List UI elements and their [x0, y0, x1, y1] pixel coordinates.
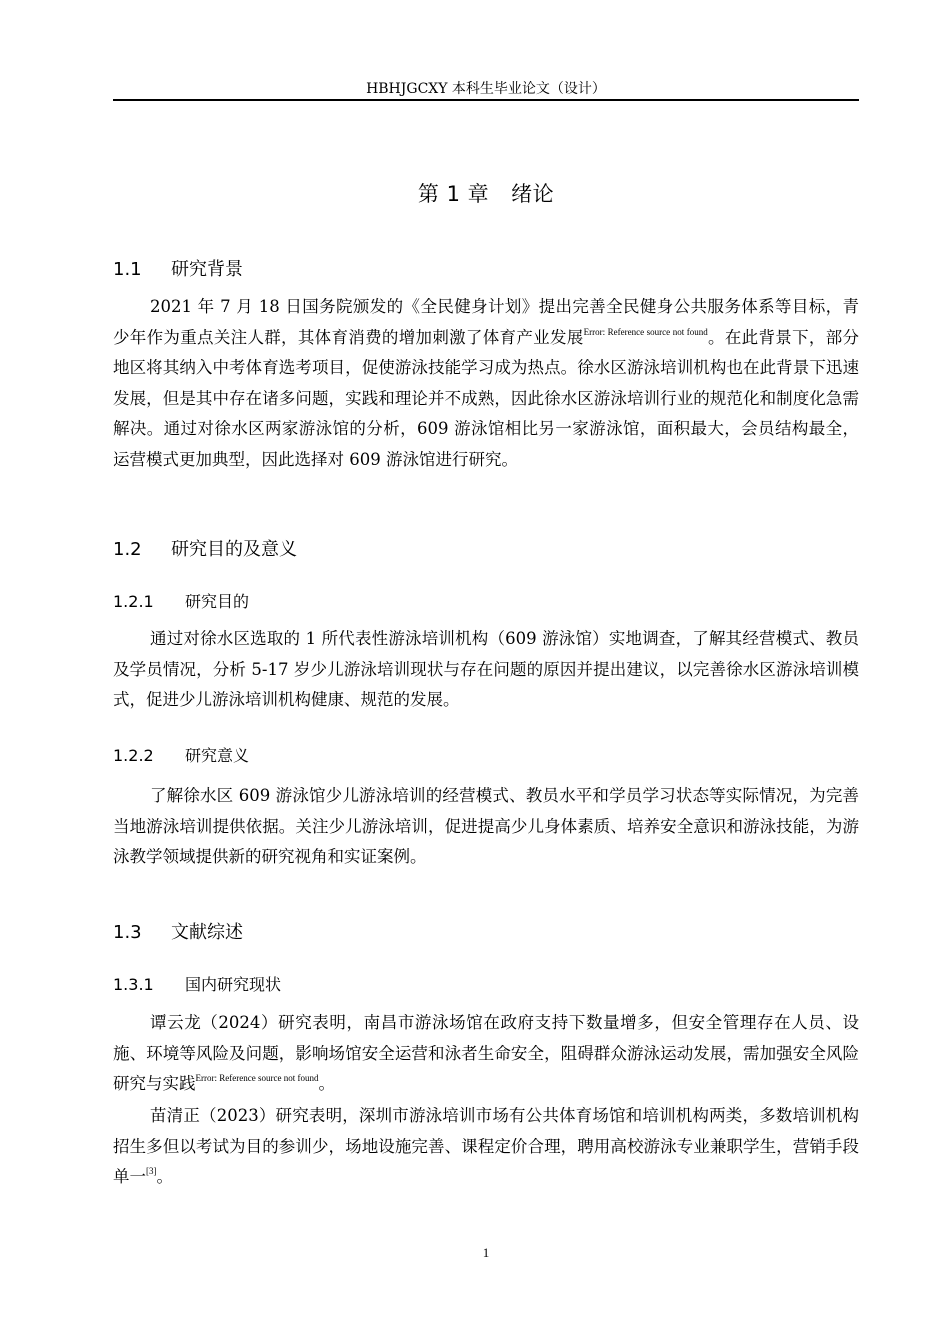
- paragraph-purpose: 通过对徐水区选取的 1 所代表性游泳培训机构（609 游泳馆）实地调查，了解其经营模式、教员及学员情况，分析 5-17 岁少儿游泳培训现状与存在问题的原因并提出建议，以完善徐水区游泳培训模式，促进少儿游泳培训机构健康、规范的发展。: [113, 629, 859, 709]
- chapter-number: 第 1 章: [417, 182, 490, 206]
- section-title: 研究目的及意义: [171, 539, 297, 560]
- subsection-number: 1.2.1: [113, 592, 154, 611]
- paragraph-text: 苗清正（2023）研究表明，深圳市游泳培训市场有公共体育场馆和培训机构两类，多数培训机构招生多但以考试为目的参训少，场地设施完善、课程定价合理，聘用高校游泳专业兼职学生，营销手段单一: [113, 1106, 859, 1186]
- reference-error: Error: Reference source not found: [195, 1073, 319, 1083]
- section-title: 研究背景: [171, 259, 243, 280]
- paragraph-text: 。: [318, 1074, 335, 1093]
- paragraph-tan-yunlong: [113, 1008, 859, 1100]
- paragraph-background: [113, 292, 859, 475]
- section-heading-1-3: [113, 918, 243, 944]
- section-number: 1.1: [113, 259, 142, 280]
- chapter-name: 绪论: [511, 182, 555, 206]
- paragraph-text: 。: [156, 1167, 173, 1186]
- reference-error: Error: Reference source not found: [583, 326, 708, 337]
- citation-marker: [3]: [146, 1166, 157, 1176]
- section-title: 文献综述: [171, 922, 243, 943]
- subsection-heading-1-2-1: [113, 589, 249, 612]
- chapter-title: [113, 178, 859, 208]
- subsection-title: 国内研究现状: [185, 975, 282, 994]
- paragraph-miao-qingzheng: [113, 1101, 859, 1193]
- section-number: 1.3: [113, 922, 142, 943]
- section-heading-1-1: [113, 255, 243, 281]
- paragraph-text: 2021 年 7 月 18 日国务院颁发的《全民健身计划》提出完善全民健身公共服务体系等目标，青少年作为重点关注人群，其体育消费的增加刺激了体育产业发展: [113, 297, 859, 347]
- paragraph-text: 谭云龙（2024）研究表明，南昌市游泳场馆在政府支持下数量增多，但安全管理存在人员、设施、环境等风险及问题，影响场馆安全运营和泳者生命安全，阻碍群众游泳运动发展，需加强安全风险研究与实践: [113, 1013, 859, 1093]
- subsection-heading-1-3-1: [113, 972, 281, 995]
- subsection-heading-1-2-2: [113, 743, 249, 766]
- header-rule: [113, 99, 859, 101]
- paragraph-significance: 了解徐水区 609 游泳馆少儿游泳培训的经营模式、教员水平和学员学习状态等实际情况，为完善当地游泳培训提供依据。关注少儿游泳培训，促进提高少儿身体素质、培养安全意识和游泳技能，为游泳教学领域提供新的研究视角和实证案例。: [113, 786, 859, 866]
- section-number: 1.2: [113, 539, 142, 560]
- subsection-title: 研究意义: [185, 746, 250, 765]
- subsection-title: 研究目的: [185, 592, 250, 611]
- subsection-number: 1.2.2: [113, 746, 154, 765]
- running-header: HBHJGCXY 本科生毕业论文（设计）: [366, 81, 606, 97]
- section-heading-1-2: [113, 535, 297, 561]
- paragraph-text: 。在此背景下，部分地区将其纳入中考体育选考项目，促使游泳技能学习成为热点。徐水区游泳培训机构也在此背景下迅速发展，但是其中存在诸多问题，实践和理论并不成熟，因此徐水区游泳培训行业的规范化和制度化急需解决。通过对徐水区两家游泳馆的分析，609 游泳馆相比另一家游泳馆，面积最大，会员结构最全，运营模式更加典型，因此选择对 609 游泳馆进行研究。: [113, 327, 860, 469]
- subsection-number: 1.3.1: [113, 975, 154, 994]
- page-number: 1: [482, 1245, 490, 1260]
